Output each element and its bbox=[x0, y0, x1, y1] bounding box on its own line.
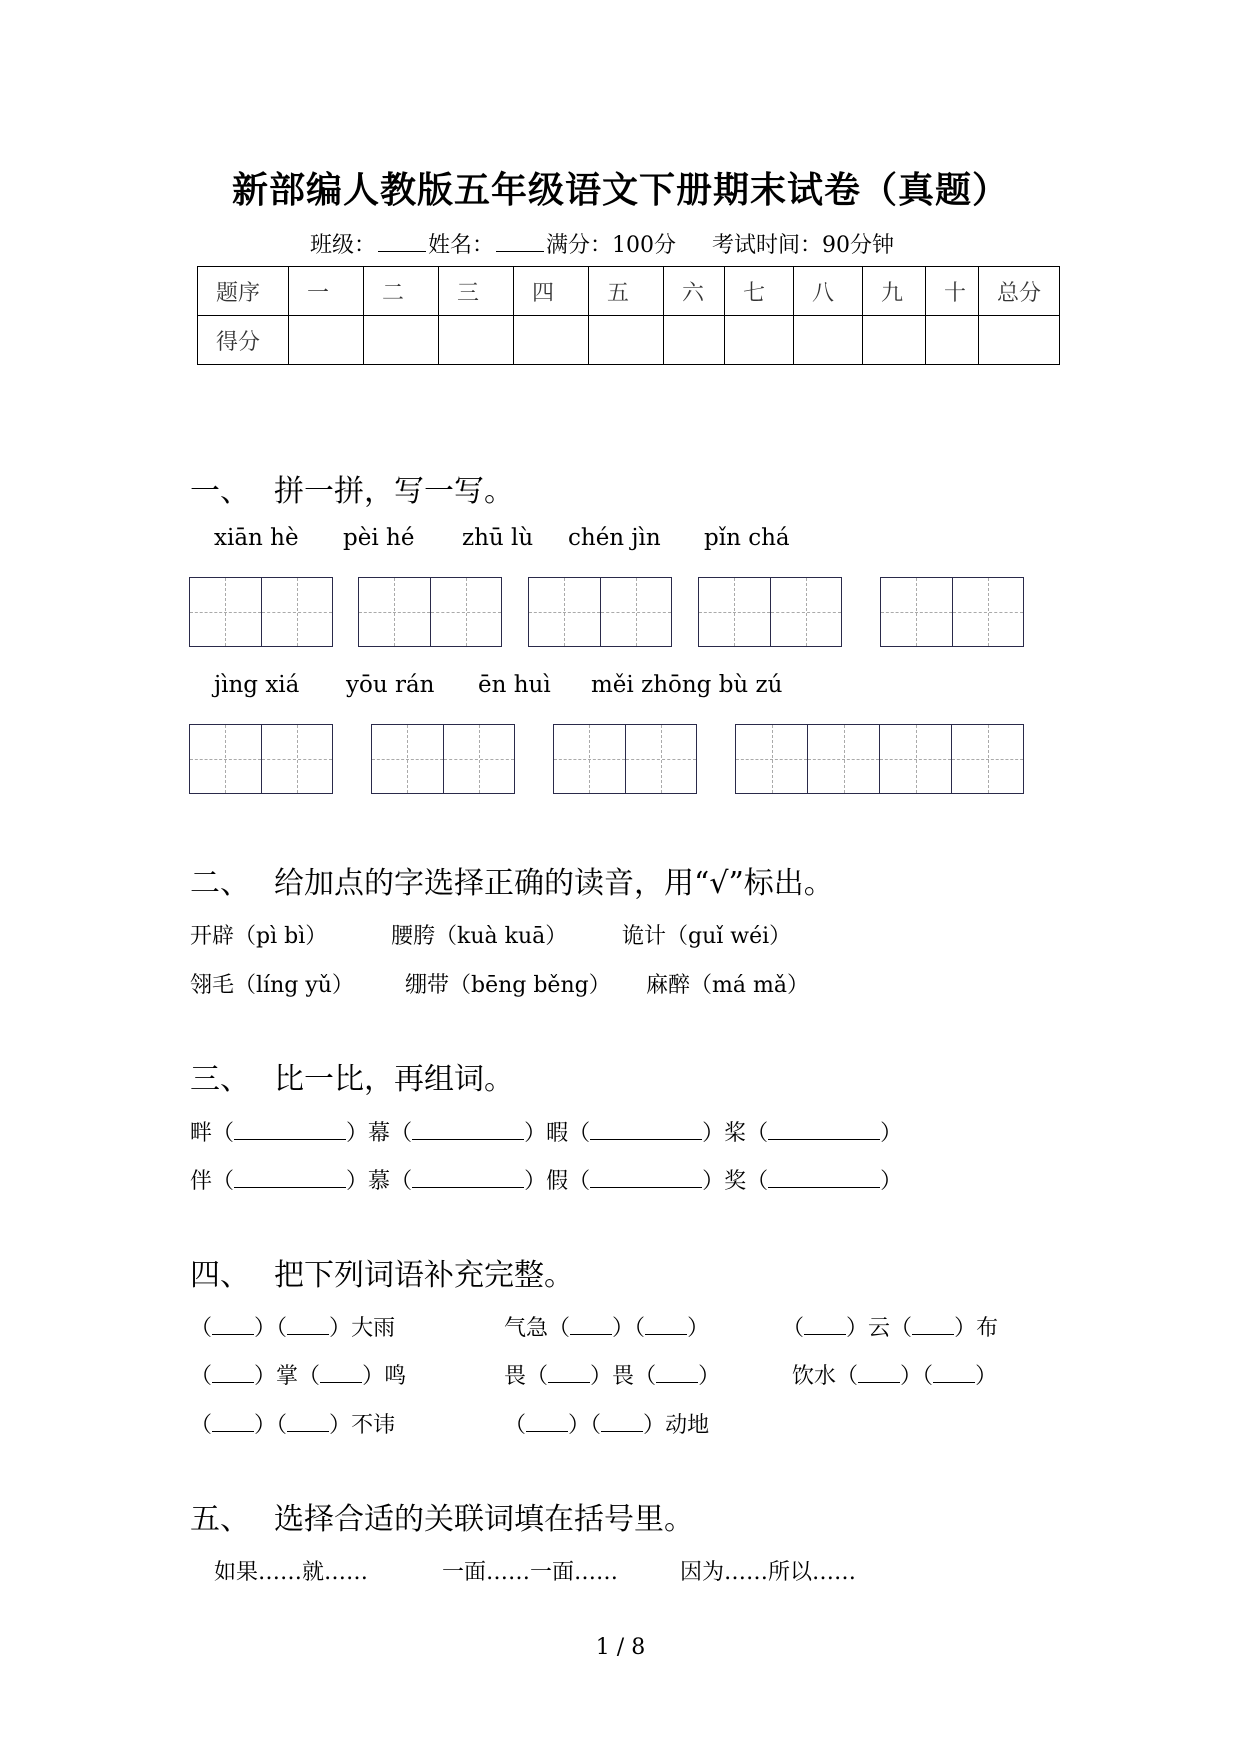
answer-blank[interactable] bbox=[590, 1121, 702, 1140]
score-cell[interactable] bbox=[863, 316, 926, 365]
writing-grid[interactable] bbox=[553, 724, 697, 794]
score-cell[interactable] bbox=[364, 316, 439, 365]
compare-row: 伴（ ）慕（ ）假（ ）奖（ ） bbox=[190, 1169, 903, 1194]
pronunciation-item: 翎毛（líng yǔ） bbox=[190, 973, 354, 998]
pinyin-label: pǐn chá bbox=[704, 525, 790, 551]
answer-blank[interactable] bbox=[212, 1316, 254, 1335]
idiom-item: （ ）（ ）动地 bbox=[504, 1413, 710, 1438]
pinyin-label: pèi hé bbox=[343, 525, 415, 551]
table-cell: 三 bbox=[439, 267, 514, 316]
section-title: 拼一拼，写一写。 bbox=[274, 474, 514, 509]
full-score: 满分：100分 bbox=[546, 233, 677, 258]
writing-grid[interactable] bbox=[358, 577, 502, 647]
table-cell: 二 bbox=[364, 267, 439, 316]
pinyin-label: chén jìn bbox=[568, 525, 661, 551]
score-cell[interactable] bbox=[664, 316, 725, 365]
section-4-heading bbox=[190, 1250, 574, 1294]
score-cell[interactable] bbox=[439, 316, 514, 365]
character: 奖 bbox=[724, 1169, 747, 1194]
pinyin-label: měi zhōng bù zú bbox=[591, 672, 783, 698]
exam-time: 考试时间：90分钟 bbox=[712, 233, 895, 258]
answer-blank[interactable] bbox=[933, 1364, 975, 1383]
table-cell: 六 bbox=[664, 267, 725, 316]
answer-blank[interactable] bbox=[601, 1413, 643, 1432]
answer-blank[interactable] bbox=[548, 1364, 590, 1383]
answer-blank[interactable] bbox=[412, 1169, 524, 1188]
section-5-heading bbox=[190, 1494, 694, 1538]
idiom-item: （ ）掌（ ）鸣 bbox=[190, 1364, 407, 1389]
idiom-item: 气急（ ）（ ） bbox=[504, 1316, 710, 1341]
writing-grid[interactable] bbox=[189, 724, 333, 794]
writing-grid[interactable] bbox=[371, 724, 515, 794]
answer-blank[interactable] bbox=[212, 1413, 254, 1432]
section-2-heading bbox=[190, 858, 834, 902]
section-number: 一、 bbox=[190, 474, 250, 509]
pronunciation-item: 开辟（pì bì） bbox=[190, 924, 328, 949]
idiom-item: （ ）云（ ）布 bbox=[782, 1316, 999, 1341]
score-cell[interactable] bbox=[514, 316, 589, 365]
pronunciation-item: 腰胯（kuà kuā） bbox=[391, 924, 568, 949]
writing-grid[interactable] bbox=[880, 577, 1024, 647]
score-cell[interactable] bbox=[926, 316, 979, 365]
character: 畔 bbox=[190, 1121, 213, 1146]
character: 暇 bbox=[546, 1121, 569, 1146]
page-number: 1 / 8 bbox=[595, 1635, 646, 1660]
score-table bbox=[197, 266, 1060, 365]
section-title: 比一比，再组词。 bbox=[274, 1062, 514, 1097]
answer-blank[interactable] bbox=[656, 1364, 698, 1383]
table-cell: 题序 bbox=[198, 267, 289, 316]
pinyin-label: yōu rán bbox=[346, 672, 435, 698]
table-cell: 总分 bbox=[979, 267, 1060, 316]
name-blank[interactable] bbox=[496, 233, 544, 252]
answer-blank[interactable] bbox=[212, 1364, 254, 1383]
pronunciation-item: 绷带（bēng běng） bbox=[405, 973, 611, 998]
conjunction-option: 因为……所以…… bbox=[680, 1560, 857, 1585]
writing-grid[interactable] bbox=[735, 724, 1024, 794]
answer-blank[interactable] bbox=[645, 1316, 687, 1335]
score-cell[interactable] bbox=[725, 316, 794, 365]
answer-blank[interactable] bbox=[768, 1169, 880, 1188]
answer-blank[interactable] bbox=[234, 1121, 346, 1140]
score-cell[interactable] bbox=[589, 316, 664, 365]
answer-blank[interactable] bbox=[287, 1413, 329, 1432]
table-cell: 一 bbox=[289, 267, 364, 316]
table-cell: 七 bbox=[725, 267, 794, 316]
page-title: 新部编人教版五年级语文下册期末试卷（真题） bbox=[231, 169, 1009, 211]
answer-blank[interactable] bbox=[912, 1316, 954, 1335]
pinyin-label: xiān hè bbox=[214, 525, 299, 551]
idiom-item: 饮水（ ）（ ） bbox=[792, 1364, 998, 1389]
character: 假 bbox=[546, 1169, 569, 1194]
score-table-header-row bbox=[198, 267, 1060, 316]
character: 桨 bbox=[724, 1121, 747, 1146]
score-cell[interactable] bbox=[289, 316, 364, 365]
pinyin-label: jìng xiá bbox=[214, 672, 300, 698]
class-label: 班级： bbox=[310, 233, 377, 258]
score-table-score-row bbox=[198, 316, 1060, 365]
character: 伴 bbox=[190, 1169, 213, 1194]
answer-blank[interactable] bbox=[320, 1364, 362, 1383]
writing-grid[interactable] bbox=[189, 577, 333, 647]
section-number: 四、 bbox=[190, 1258, 250, 1293]
answer-blank[interactable] bbox=[287, 1316, 329, 1335]
table-cell: 四 bbox=[514, 267, 589, 316]
answer-blank[interactable] bbox=[570, 1316, 612, 1335]
character: 慕 bbox=[368, 1169, 391, 1194]
idiom-item: （ ）（ ）不讳 bbox=[190, 1413, 396, 1438]
answer-blank[interactable] bbox=[804, 1316, 846, 1335]
pinyin-label: zhū lù bbox=[462, 525, 534, 551]
answer-blank[interactable] bbox=[590, 1169, 702, 1188]
table-cell: 十 bbox=[926, 267, 979, 316]
section-title: 给加点的字选择正确的读音，用“√”标出。 bbox=[274, 866, 834, 901]
conjunction-option: 一面……一面…… bbox=[442, 1560, 619, 1585]
section-title: 把下列词语补充完整。 bbox=[274, 1258, 574, 1293]
idiom-item: （ ）（ ）大雨 bbox=[190, 1316, 396, 1341]
compare-row: 畔（ ）幕（ ）暇（ ）桨（ ） bbox=[190, 1121, 903, 1146]
answer-blank[interactable] bbox=[234, 1169, 346, 1188]
answer-blank[interactable] bbox=[526, 1413, 568, 1432]
character: 幕 bbox=[368, 1121, 391, 1146]
table-cell: 五 bbox=[589, 267, 664, 316]
pronunciation-item: 麻醉（má mǎ） bbox=[646, 973, 809, 998]
table-cell: 得分 bbox=[198, 316, 289, 365]
idiom-item: 畏（ ）畏（ ） bbox=[504, 1364, 721, 1389]
section-number: 五、 bbox=[190, 1502, 250, 1537]
table-cell: 九 bbox=[863, 267, 926, 316]
section-number: 二、 bbox=[190, 866, 250, 901]
table-cell: 八 bbox=[794, 267, 863, 316]
writing-grid[interactable] bbox=[528, 577, 672, 647]
pronunciation-item: 诡计（guǐ wéi） bbox=[622, 924, 792, 949]
section-3-heading bbox=[190, 1054, 514, 1098]
name-label: 姓名： bbox=[428, 233, 495, 258]
score-cell[interactable] bbox=[794, 316, 863, 365]
score-cell[interactable] bbox=[979, 316, 1060, 365]
conjunction-option: 如果……就…… bbox=[214, 1560, 369, 1585]
answer-blank[interactable] bbox=[768, 1121, 880, 1140]
class-blank[interactable] bbox=[378, 233, 426, 252]
answer-blank[interactable] bbox=[412, 1121, 524, 1140]
writing-grid[interactable] bbox=[698, 577, 842, 647]
section-1-heading bbox=[190, 466, 514, 510]
section-number: 三、 bbox=[190, 1062, 250, 1097]
section-title: 选择合适的关联词填在括号里。 bbox=[274, 1502, 694, 1537]
answer-blank[interactable] bbox=[858, 1364, 900, 1383]
pinyin-label: ēn huì bbox=[478, 672, 551, 698]
exam-info bbox=[310, 228, 894, 259]
